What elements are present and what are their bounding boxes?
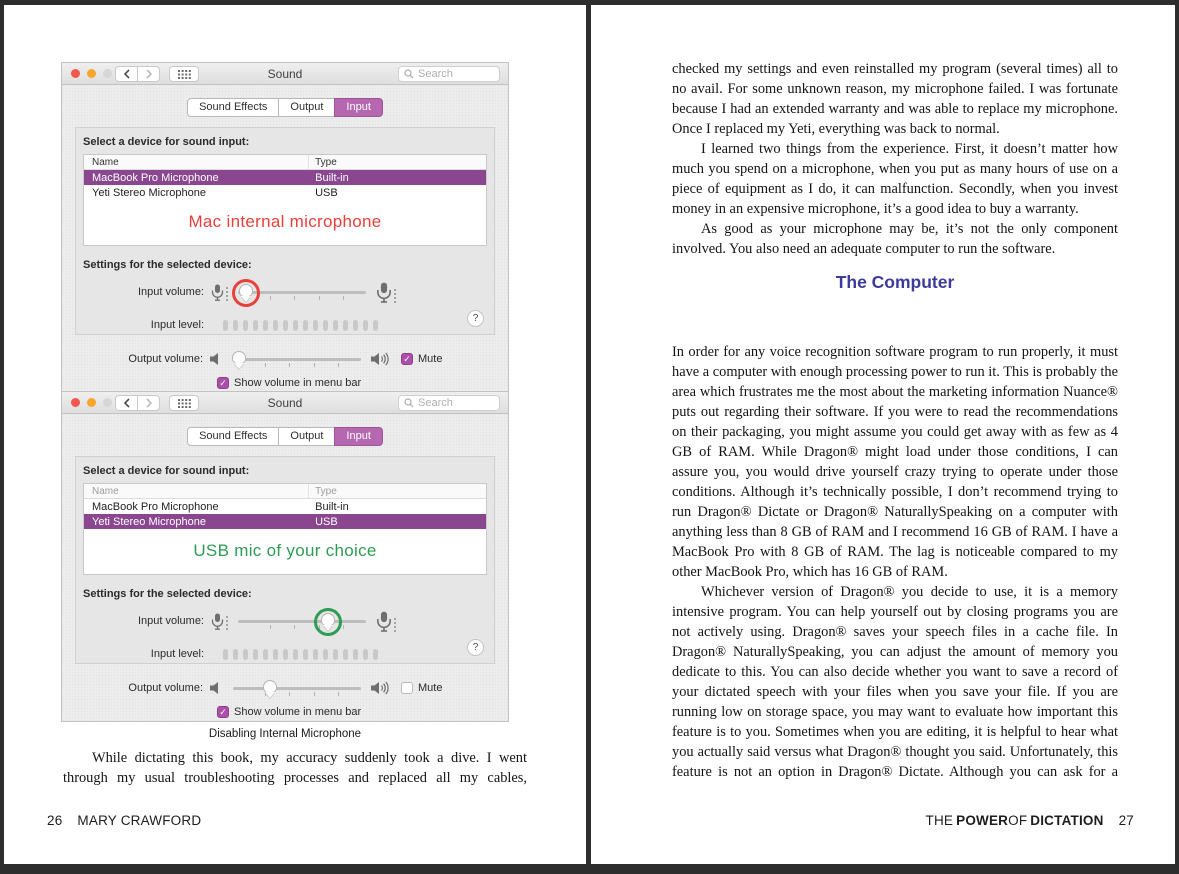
mute-checkbox[interactable] xyxy=(401,682,413,694)
table-row-macbook-mic[interactable]: MacBook Pro Microphone Built-in xyxy=(84,170,486,185)
input-panel xyxy=(75,127,495,335)
settings-label: Settings for the selected device: xyxy=(83,259,252,271)
input-level-row xyxy=(83,313,487,337)
input-level-meter xyxy=(223,320,378,331)
page-number: 26 xyxy=(47,813,63,828)
search-field[interactable] xyxy=(398,395,500,411)
book-title-part: DICTATION xyxy=(1030,813,1104,828)
output-volume-row xyxy=(62,677,508,699)
highlight-circle-green xyxy=(314,608,342,636)
tab-input[interactable]: Input xyxy=(334,98,382,117)
input-level-row xyxy=(83,642,487,666)
sound-window-internal-mic xyxy=(62,63,508,392)
device-table xyxy=(83,483,487,575)
section-heading: The Computer xyxy=(835,272,955,292)
tab-bar xyxy=(62,98,508,117)
slider-knob[interactable] xyxy=(263,680,277,698)
input-volume-label: Input volume: xyxy=(137,286,204,298)
window-body xyxy=(62,427,508,718)
mic-low-icon xyxy=(211,613,228,630)
column-type: Type xyxy=(315,156,337,168)
output-volume-row xyxy=(62,348,508,370)
body-text-block xyxy=(672,59,1118,782)
tab-output[interactable]: Output xyxy=(278,98,335,117)
menu-bar-option-row xyxy=(217,706,508,718)
tab-sound-effects[interactable]: Sound Effects xyxy=(187,427,279,446)
table-header xyxy=(84,484,486,499)
body-paragraph: Whichever version of Dragon® you decide to use, it is a memory intensive program. You can help yourself out by closing programs you are not actively using. Dragon® saves your speech files in a cache file. In Dragon® NaturallySpeaking, you can adjust the amount of memory you dedicate to this. You can also decide whether you want to save a record of your dictated speech with your files when you save your file. If you are running low on storage space, you may want to evaluate how important this feature is to you. Sometimes when you are editing, it is helpful to hear what you actually said versus what Dragon® thought you said. Unfortunately, this feature is not an option in Dragon® Dictate. Although you can ask for a xyxy=(672,584,1118,780)
search-placeholder: Search xyxy=(418,397,453,409)
input-level-meter xyxy=(223,649,378,660)
show-volume-checkbox[interactable] xyxy=(217,377,229,389)
search-field[interactable] xyxy=(398,66,500,82)
mic-high-icon xyxy=(376,611,396,632)
search-icon xyxy=(404,398,414,408)
slider-knob[interactable] xyxy=(232,351,246,369)
show-volume-label: Show volume in menu bar xyxy=(234,706,362,718)
table-row-macbook-mic[interactable]: MacBook Pro Microphone Built-in xyxy=(92,500,349,513)
highlight-circle-red xyxy=(232,279,260,307)
volume-high-icon xyxy=(371,681,391,695)
page-number: 27 xyxy=(1118,813,1134,828)
annotation-text: Mac internal microphone xyxy=(188,212,382,231)
output-volume-slider[interactable] xyxy=(233,676,361,700)
tab-output[interactable]: Output xyxy=(278,427,335,446)
slider-knob[interactable] xyxy=(239,284,253,302)
left-page xyxy=(4,5,586,864)
input-volume-row xyxy=(83,609,487,633)
device-table xyxy=(83,154,487,246)
window-titlebar xyxy=(62,392,508,414)
mic-dots xyxy=(394,618,396,632)
table-row-yeti-mic[interactable]: Yeti Stereo Microphone USB xyxy=(84,514,486,529)
annotation-text: USB mic of your choice xyxy=(193,541,377,560)
show-volume-checkbox[interactable] xyxy=(217,706,229,718)
search-placeholder: Search xyxy=(418,68,453,80)
menu-bar-option-row xyxy=(217,377,508,389)
body-paragraph: While dictating this book, my accuracy suddenly took a dive. I went through my usual troubleshooting processes and replaced all my cables, xyxy=(63,750,527,786)
search-icon xyxy=(404,69,414,79)
body-paragraph: In order for any voice recognition software program to run properly, it must have a computer with enough processing power to run it. This is probably the area which frustrates me the most about the marketing information Nuance® puts out regarding their software. If you were to read the recommendations on their packaging, you might assume you could get away with as few as 4 GB of RAM. While Dragon® might load under those conditions, I can assure you, you would drive yourself crazy trying to operate under those conditions. Although it’s technically possible, I don’t recommend trying to run Dragon® Dictate or Dragon® NaturallySpeaking on a computer with anything less than 8 GB of RAM and I recommend 16 GB of RAM. I have a MacBook Pro with 8 GB of RAM. The lag is noticeable compared to my other MacBook Pro, which has 16 GB of RAM. xyxy=(672,344,1118,580)
input-volume-slider[interactable] xyxy=(238,609,366,633)
volume-high-icon xyxy=(371,352,391,366)
input-volume-label: Input volume: xyxy=(137,615,204,627)
output-volume-label: Output volume: xyxy=(128,682,203,694)
table-row-yeti-mic[interactable]: Yeti Stereo Microphone USB xyxy=(92,186,338,199)
mute-checkbox[interactable] xyxy=(401,353,413,365)
mic-high-icon xyxy=(376,282,396,303)
table-header xyxy=(84,155,486,170)
volume-low-icon xyxy=(210,682,223,694)
input-level-label: Input level: xyxy=(150,648,204,660)
window-titlebar xyxy=(62,63,508,85)
body-paragraph: I learned two things from the experience. First, it doesn’t matter how much you spend on a microphone, when you put as many hours of use on a piece of equipment as I do, it can malfunction. Secondly, when you invest money in an expensive microphone, it’s a good idea to buy a warranty. xyxy=(672,141,1118,217)
column-name: Name xyxy=(84,484,309,498)
input-level-label: Input level: xyxy=(150,319,204,331)
right-page xyxy=(591,5,1175,864)
show-volume-label: Show volume in menu bar xyxy=(234,377,362,389)
tab-bar xyxy=(62,427,508,446)
mic-low-icon xyxy=(211,284,228,301)
window-title: Sound xyxy=(267,67,303,81)
select-device-label: Select a device for sound input: xyxy=(83,465,250,477)
input-volume-slider[interactable] xyxy=(238,280,366,304)
column-name: Name xyxy=(84,155,309,169)
help-button[interactable]: ? xyxy=(467,639,484,656)
book-title-part: POWER xyxy=(956,813,1009,828)
mic-dots xyxy=(226,287,228,301)
running-head: MARY CRAWFORD xyxy=(77,813,202,828)
mic-dots xyxy=(394,289,396,303)
mute-label: Mute xyxy=(418,682,443,694)
sound-window-usb-mic xyxy=(62,392,508,721)
tab-sound-effects[interactable]: Sound Effects xyxy=(187,98,279,117)
sound-settings-figure xyxy=(62,63,508,740)
select-device-label: Select a device for sound input: xyxy=(83,136,250,148)
output-volume-slider[interactable] xyxy=(233,347,361,371)
mic-dots xyxy=(226,616,228,630)
slider-knob[interactable] xyxy=(321,613,335,631)
left-page-footer xyxy=(47,813,201,828)
volume-low-icon xyxy=(210,353,223,365)
figure-caption: Disabling Internal Microphone xyxy=(208,728,362,740)
book-title-part: THE xyxy=(925,813,954,828)
mute-label: Mute xyxy=(418,353,443,365)
body-paragraph: checked my settings and even reinstalled my program (several times) all to no avail. For some unknown reason, my microphone failed. I was fortunate because I had an extended warranty and was able to replace my microphone. Once I replaced my Yeti, everything was back to normal. xyxy=(672,61,1118,137)
output-volume-label: Output volume: xyxy=(128,353,203,365)
settings-label: Settings for the selected device: xyxy=(83,588,252,600)
window-title: Sound xyxy=(267,396,303,410)
body-paragraph: As good as your microphone may be, it’s not the only component involved. You also need an adequate computer to run the software. xyxy=(672,221,1118,257)
right-page-footer xyxy=(926,813,1135,828)
input-panel xyxy=(75,456,495,664)
input-volume-row xyxy=(83,280,487,304)
window-body xyxy=(62,98,508,389)
book-title-part: OF xyxy=(1008,813,1028,828)
column-type: Type xyxy=(315,485,337,497)
tab-input[interactable]: Input xyxy=(334,427,382,446)
help-button[interactable]: ? xyxy=(467,310,484,327)
